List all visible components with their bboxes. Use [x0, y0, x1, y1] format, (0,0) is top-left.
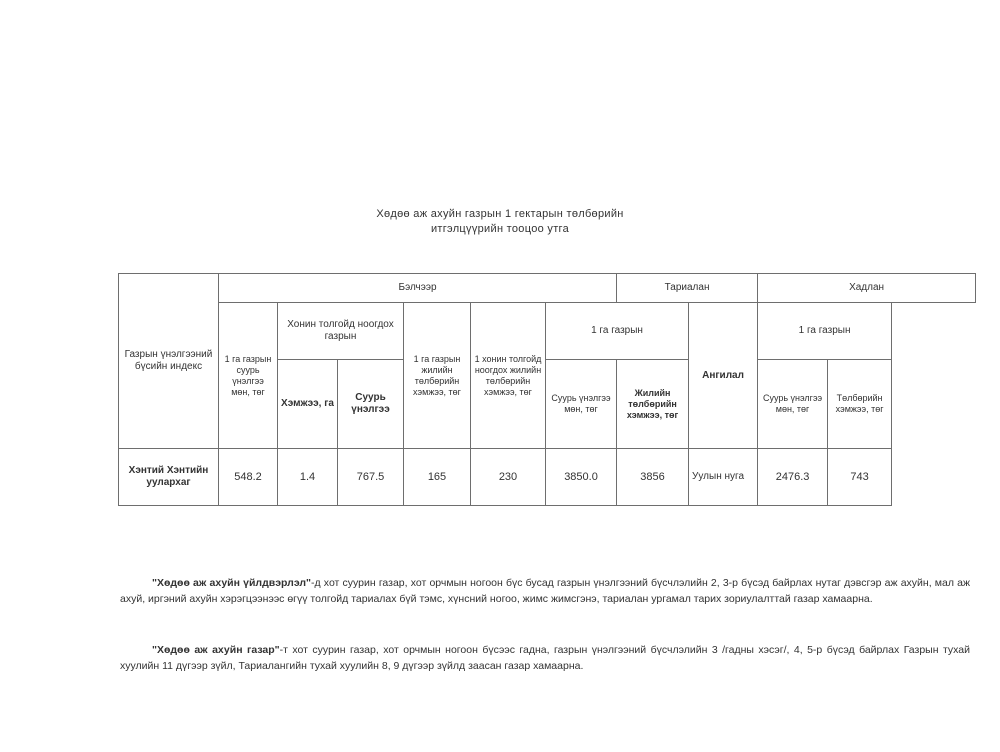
- header-area-ha: Хэмжээ, га: [278, 360, 338, 449]
- fee-table: [118, 273, 976, 506]
- header-tarialan-fee: Жилийн төлбөрийн хэмжээ, төг: [617, 360, 689, 449]
- header-khadlan-fee: Төлбөрийн хэмжээ, төг: [828, 360, 892, 449]
- header-fee-per-sheep: 1 хонин толгойд ноогдох жилийн төлбөрийн хэмжээ, төг: [471, 303, 546, 449]
- header-khadlan-angilal: Ангилал: [689, 303, 758, 449]
- cell-base-value-per-ha: 548.2: [219, 449, 278, 506]
- cell-zone-index: Хэнтий Хэнтийн уулархаг: [119, 449, 219, 506]
- paragraph-2-term: "Хөдөө аж ахуйн газар": [152, 644, 280, 656]
- header-khadlan-base: Суурь үнэлгээ мөн, төг: [758, 360, 828, 449]
- paragraph-1-term: "Хөдөө аж ахуйн үйлдвэрлэл": [152, 577, 312, 589]
- cell-khadlan-angilal: Уулын нуга: [689, 449, 758, 506]
- document-title-line1: Хөдөө аж ахуйн газрын 1 гектарын төлбөрийн: [376, 208, 624, 220]
- paragraph-1: [120, 575, 970, 607]
- paragraph-2: [120, 642, 970, 674]
- cell-annual-fee-per-ha: 165: [404, 449, 471, 506]
- row-header-cell: Газрын үнэлгээний бүсийн индекс: [119, 274, 219, 449]
- group-header-khadlan: Хадлан: [758, 274, 976, 303]
- paragraph-1-text: -д хот суурин газар, хот орчмын ногоон бүс бусад газрын үнэлгээний бүсчлэлийн 2, 3-р бүсэд байрлах нутаг дэвсгэр аж ахуйн, мал аж ахуй, иргэний ахуйн хэрэгцээнээс өгүү толгойд тариалах бүй тэмс, хүнсний ногоо, жимс жимсгэнэ, тариалан ургамал тарих зориулалттай газар хамаарна.: [120, 577, 970, 605]
- cell-khadlan-base: 2476.3: [758, 449, 828, 506]
- header-base-value-per-ha: 1 га газрын суурь үнэлгээ мөн, төг: [219, 303, 278, 449]
- cell-area-ha: 1.4: [278, 449, 338, 506]
- header-annual-fee-per-ha: 1 га газрын жилийн төлбөрийн хэмжээ, төг: [404, 303, 471, 449]
- cell-tarialan-fee: 3856: [617, 449, 689, 506]
- cell-tarialan-base: 3850.0: [546, 449, 617, 506]
- header-tarialan-per-ha: 1 га газрын: [546, 303, 689, 360]
- header-khadlan-per-ha: 1 га газрын: [758, 303, 892, 360]
- document-title-line2: итгэлцүүрийн тооцоо утга: [430, 223, 570, 235]
- group-header-baichaa: Бэлчээр: [219, 274, 617, 303]
- paragraph-2-text: -т хот суурин газар, хот орчмын ногоон бүсээс гадна, газрын үнэлгээний бүсчлэлийн 3 /гадны хэсэг/, 4, 5-р бүсэд байрлах Газрын тухай хуулийн 11 дүгээр зүйл, Тариалангийн тухай хуулийн 8, 9 дүгээр зүйлд заасан газар хамаарна.: [120, 644, 970, 672]
- cell-khadlan-fee: 743: [828, 449, 892, 506]
- cell-base-value: 767.5: [338, 449, 404, 506]
- header-base-value: Суурь үнэлгээ: [338, 360, 404, 449]
- header-tarialan-base: Суурь үнэлгээ мөн, төг: [546, 360, 617, 449]
- cell-fee-per-sheep: 230: [471, 449, 546, 506]
- header-herd-area: Хонин толгойд ноогдох газрын: [278, 303, 404, 360]
- group-header-tarialan: Тариалан: [617, 274, 758, 303]
